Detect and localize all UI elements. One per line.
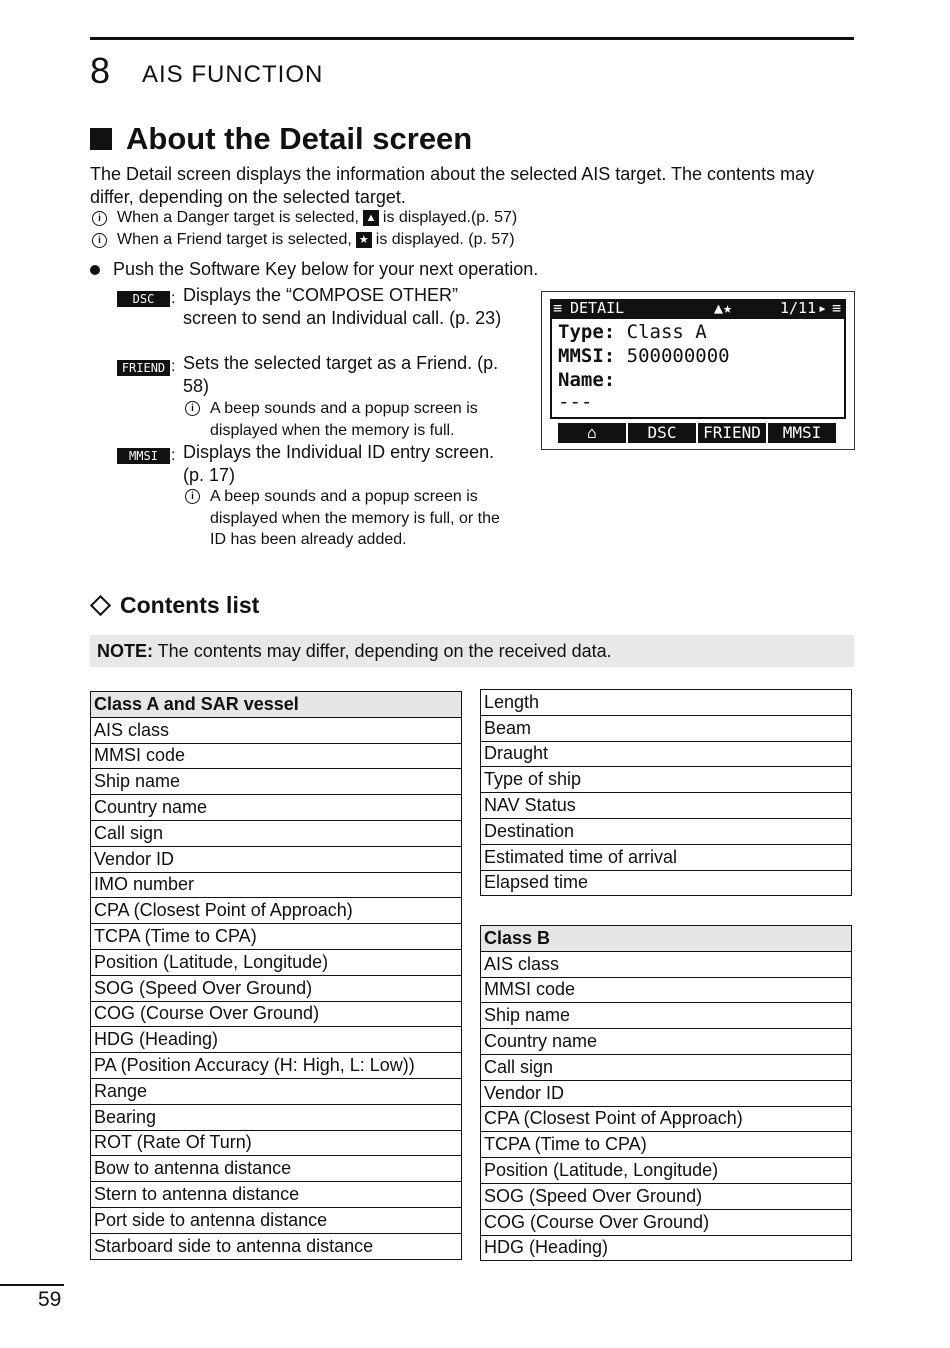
diamond-icon — [90, 595, 111, 616]
table-row — [481, 1183, 852, 1209]
table-cell: Type of ship — [481, 767, 852, 793]
bullet-dot-icon — [90, 265, 100, 275]
dsc-key-description: Displays the “COMPOSE OTHER” screen to send an Individual call. (p. 23) — [183, 285, 502, 328]
info-icon: i — [185, 401, 200, 416]
dsc-key-icon: DSC — [117, 291, 170, 307]
bullet-instruction — [90, 259, 538, 280]
table-row — [481, 818, 852, 844]
class-a-continued-table — [480, 689, 852, 896]
friend-key-icon: FRIEND — [117, 360, 170, 376]
table-row — [91, 795, 462, 821]
table-row — [91, 1027, 462, 1053]
table-cell: Port side to antenna distance — [91, 1207, 462, 1233]
mmsi-key-note — [185, 486, 515, 551]
section-title — [90, 121, 472, 157]
table-cell: Bow to antenna distance — [91, 1156, 462, 1182]
note-box — [90, 635, 854, 667]
table-header-row — [481, 926, 852, 952]
table-row — [91, 1207, 462, 1233]
info-icon: i — [185, 489, 200, 504]
table-cell: MMSI code — [91, 743, 462, 769]
table-cell: HDG (Heading) — [481, 1235, 852, 1261]
table-header-row — [91, 692, 462, 718]
table-cell: IMO number — [91, 872, 462, 898]
table-header-cell: Class A and SAR vessel — [91, 692, 462, 718]
info-danger-text-b: is displayed.(p. 57) — [382, 209, 518, 226]
info-friend — [92, 231, 515, 249]
lcd-header-title: DETAIL — [570, 299, 625, 317]
table-row — [481, 1158, 852, 1184]
table-cell: SOG (Speed Over Ground) — [91, 975, 462, 1001]
table-row — [91, 1053, 462, 1079]
table-row — [91, 769, 462, 795]
table-row — [91, 924, 462, 950]
table-cell: Vendor ID — [91, 846, 462, 872]
table-row — [481, 1054, 852, 1080]
class-a-table — [90, 691, 462, 1260]
friend-target-icon: ★ — [356, 232, 372, 248]
table-cell: Bearing — [91, 1104, 462, 1130]
info-danger-text-a: When a Danger target is selected, — [117, 209, 359, 226]
top-rule — [90, 37, 854, 40]
table-row — [481, 870, 852, 896]
table-row — [481, 1003, 852, 1029]
square-bullet-icon — [90, 128, 112, 150]
lcd-detail-screen — [541, 291, 855, 450]
table-row — [481, 1235, 852, 1261]
mmsi-key-note-text: A beep sounds and a popup screen is displayed when the memory is full, or the ID has been already added. — [210, 488, 500, 548]
lcd-header-bar — [550, 299, 846, 317]
table-cell: NAV Status — [481, 793, 852, 819]
lcd-type-value: Class A — [626, 321, 707, 343]
lcd-type-line — [558, 321, 707, 343]
info-danger — [92, 209, 517, 227]
table-cell: Position (Latitude, Longitude) — [91, 949, 462, 975]
table-row — [481, 1080, 852, 1106]
table-row — [481, 1209, 852, 1235]
table-cell: Position (Latitude, Longitude) — [481, 1158, 852, 1184]
friend-key-note — [185, 398, 515, 441]
table-header-cell: Class B — [481, 926, 852, 952]
danger-friend-icons: ▲★ — [714, 299, 733, 317]
table-cell: Country name — [91, 795, 462, 821]
lcd-name-line — [558, 369, 615, 391]
intro-paragraph: The Detail screen displays the information about the selected AIS target. The contents may differ, depending on the selected target. — [90, 164, 815, 207]
table-row — [91, 717, 462, 743]
friend-key-note-text: A beep sounds and a popup screen is displayed when the memory is full. — [210, 400, 478, 439]
info-friend-text-b: is displayed. (p. 57) — [375, 231, 515, 248]
table-cell: AIS class — [481, 951, 852, 977]
table-row — [91, 1078, 462, 1104]
table-cell: Starboard side to antenna distance — [91, 1233, 462, 1259]
table-row — [91, 975, 462, 1001]
note-label: NOTE: — [97, 641, 153, 661]
page-number: 59 — [38, 1288, 62, 1311]
table-row — [91, 872, 462, 898]
note-text: The contents may differ, depending on the received data. — [153, 641, 612, 661]
table-cell: Length — [481, 690, 852, 716]
lcd-name-value: --- — [558, 391, 593, 413]
bullet-text: Push the Software Key below for your next operation. — [113, 259, 539, 279]
table-cell: Elapsed time — [481, 870, 852, 896]
table-row — [481, 741, 852, 767]
table-row — [481, 1106, 852, 1132]
colon: : — [171, 290, 176, 307]
lcd-mmsi-line — [558, 345, 730, 367]
table-cell: PA (Position Accuracy (H: High, L: Low)) — [91, 1053, 462, 1079]
table-row — [481, 715, 852, 741]
table-cell: Estimated time of arrival — [481, 844, 852, 870]
table-cell: TCPA (Time to CPA) — [91, 924, 462, 950]
table-row — [481, 767, 852, 793]
table-cell: Country name — [481, 1029, 852, 1055]
table-cell: CPA (Closest Point of Approach) — [91, 898, 462, 924]
table-row — [481, 951, 852, 977]
lcd-type-label: Type: — [558, 321, 616, 343]
table-cell: MMSI code — [481, 977, 852, 1003]
lcd-page-indicator: 1/11 — [780, 299, 817, 317]
table-row — [91, 743, 462, 769]
table-row — [481, 1029, 852, 1055]
table-cell: COG (Course Over Ground) — [481, 1209, 852, 1235]
colon: : — [171, 447, 176, 464]
table-cell: Call sign — [481, 1054, 852, 1080]
table-cell: Draught — [481, 741, 852, 767]
menu-lines-icon: ≡ — [553, 299, 563, 317]
lcd-detail-box — [550, 317, 846, 419]
table-cell: Destination — [481, 818, 852, 844]
colon: : — [171, 358, 176, 375]
chapter-number: 8 — [90, 50, 111, 91]
table-row — [91, 1182, 462, 1208]
table-row — [481, 690, 852, 716]
home-icon: ⌂ — [587, 423, 597, 442]
table-row — [91, 949, 462, 975]
friend-key-description: Sets the selected target as a Friend. (p. 58) — [183, 353, 499, 396]
table-row — [481, 844, 852, 870]
table-row — [91, 1156, 462, 1182]
table-cell: Range — [91, 1078, 462, 1104]
danger-target-icon: ▲ — [363, 210, 379, 226]
table-cell: Ship name — [91, 769, 462, 795]
contents-list-title-text: Contents list — [120, 592, 260, 618]
class-b-table — [480, 925, 852, 1261]
table-cell: Beam — [481, 715, 852, 741]
table-row — [91, 1104, 462, 1130]
section-title-text: About the Detail screen — [126, 121, 473, 156]
contents-list-title — [90, 592, 259, 619]
info-friend-text-a: When a Friend target is selected, — [117, 231, 352, 248]
info-icon: i — [92, 233, 107, 248]
mmsi-key-description: Displays the Individual ID entry screen. (p. 17) — [183, 442, 495, 485]
table-cell: HDG (Heading) — [91, 1027, 462, 1053]
page-number-rule — [0, 1284, 64, 1286]
table-cell: AIS class — [91, 717, 462, 743]
table-cell: Call sign — [91, 820, 462, 846]
table-cell: CPA (Closest Point of Approach) — [481, 1106, 852, 1132]
lcd-home-softkey[interactable] — [558, 423, 626, 443]
table-row — [91, 846, 462, 872]
table-row — [481, 1132, 852, 1158]
table-row — [91, 1001, 462, 1027]
table-row — [91, 1233, 462, 1259]
table-row — [91, 898, 462, 924]
lcd-friend-softkey[interactable]: FRIEND — [698, 423, 766, 443]
table-row — [481, 977, 852, 1003]
menu-lines-icon: ≡ — [832, 299, 842, 317]
table-cell: SOG (Speed Over Ground) — [481, 1183, 852, 1209]
table-row — [91, 1130, 462, 1156]
mmsi-key-icon: MMSI — [117, 448, 170, 464]
table-cell: Vendor ID — [481, 1080, 852, 1106]
table-cell: Stern to antenna distance — [91, 1182, 462, 1208]
lcd-mmsi-value: 500000000 — [626, 345, 730, 367]
table-cell: Ship name — [481, 1003, 852, 1029]
table-row — [481, 793, 852, 819]
table-cell: ROT (Rate Of Turn) — [91, 1130, 462, 1156]
lcd-name-label: Name: — [558, 369, 616, 391]
table-row — [91, 820, 462, 846]
chapter-title: AIS FUNCTION — [142, 61, 324, 88]
info-icon: i — [92, 211, 107, 226]
lcd-dsc-softkey[interactable]: DSC — [628, 423, 696, 443]
table-cell: COG (Course Over Ground) — [91, 1001, 462, 1027]
lcd-mmsi-label: MMSI: — [558, 345, 616, 367]
arrow-right-icon: ▸ — [818, 299, 828, 317]
lcd-mmsi-softkey[interactable]: MMSI — [768, 423, 836, 443]
table-cell: TCPA (Time to CPA) — [481, 1132, 852, 1158]
